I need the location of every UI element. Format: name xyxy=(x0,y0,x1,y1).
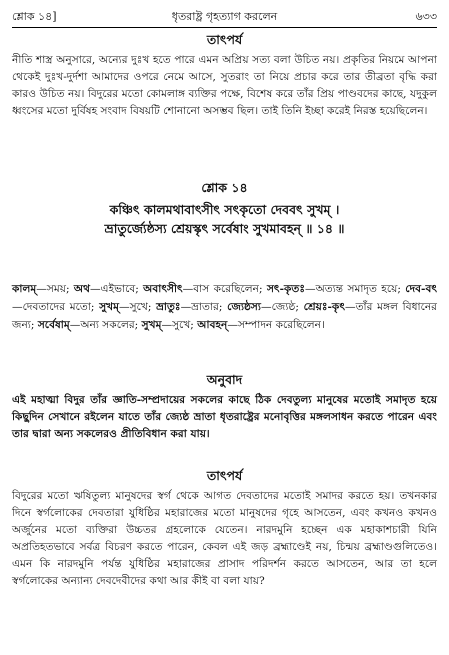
text-line: গ্রহলোকে যেতেন। নারদমুনি হচ্ছেন এক মহাকাশচারী যিনি অপ্রতিহতভাবে সর্বত্র xyxy=(12,524,438,553)
synonym-meaning: —সুখে; xyxy=(161,319,198,331)
synonym-word: সর্বেষাম্‌ xyxy=(37,319,70,331)
synonym-word: ভ্রাতুঃ xyxy=(156,301,181,313)
text-line: মানুষদের গৃহে আসতেন, এবং কখনও কখনও অর্জুনের মতো ব্যক্তিরা উচ্চতর xyxy=(12,507,437,536)
synonym-meaning: —অন্য সকলের; xyxy=(69,319,142,331)
verse-section xyxy=(12,180,437,238)
header-divider xyxy=(12,27,437,28)
translation-paragraph xyxy=(12,392,437,443)
synonym-meaning: —দেবতাদের মতো; xyxy=(12,301,100,313)
translation-title: অনুবাদ xyxy=(206,372,243,387)
purport-title: তাৎপর্য xyxy=(206,32,243,47)
synonym-meaning: —অত্যন্ত সমাদৃত হয়ে; xyxy=(305,283,406,295)
text-line: ধ্বংসের মতো দুর্বিষহ সংবাদ বিষয়টি শোনানো অসম্ভব ছিল। তাই তিনি ইচ্ছা xyxy=(12,105,324,117)
synonym-meaning: —সম্পাদন করেছিলেন। xyxy=(227,319,325,331)
text-line: তা নিয়ে প্রচার করে তার তীব্রতা বৃদ্ধি করা কারও উচিত নয়। বিদুরের মতো xyxy=(12,71,437,100)
header-verse-ref: শ্লোক ১৪] xyxy=(12,10,57,23)
synonym-meaning: —এইভাবে; xyxy=(89,283,144,295)
synonym-word: সৎ-কৃতঃ xyxy=(266,283,306,295)
synonym-word: সুখম্‌ xyxy=(141,319,162,331)
text-line: আর তা হলে স্বর্গলোকের অন্যান্য দেবদেবীদের কথা আর কীই বা বলা যায়? xyxy=(12,558,437,587)
text-line: করা যায়। xyxy=(170,428,210,440)
text-line: করতে হয়। তখনকার দিনে স্বর্গলোকের দেবতারা যুধিষ্ঠির মহারাজের মতো xyxy=(12,490,437,519)
page-header xyxy=(12,6,437,28)
synonym-meaning: —জ্যেষ্ঠ; xyxy=(261,301,304,313)
text-line: কোমলাঙ্গ ব্যক্তির পক্ষে, বিশেষ করে তাঁর প্রিয় পাণ্ডবদের কাছে, যদুকুল xyxy=(146,88,437,100)
verse-number: শ্লোক ১৪ xyxy=(201,180,248,195)
translation-section xyxy=(12,372,437,443)
text-line: মনোবৃত্তির মঙ্গলসাধন করতে পারেন এবং তার দ্বারা অন্য সকলেরও প্রীতিবিধান xyxy=(12,411,437,440)
synonym-meaning: —সুখে; xyxy=(119,301,157,313)
synonym-meaning: —সময়; xyxy=(36,283,74,295)
text-line: বিদুরের মতো ঋষিতুল্য মানুষদের স্বর্গ থেকে আগত দেবতাদের মতোই সমাদর xyxy=(12,490,343,502)
verse-line-2: ভ্রাতুর্জ্যেষ্ঠস্য শ্রেয়স্কৃৎ সর্বেষাং সুখমাবহন্‌ ॥ ১৪ ॥ xyxy=(104,221,345,236)
synonym-word: শ্রেয়ঃ-কৃৎ xyxy=(303,301,345,313)
text-line: মতোই সমাদৃত হয়ে কিছুদিন সেখানে রইলেন যাতে তাঁর জ্যেষ্ঠ ভ্রাতা ধৃতরাষ্ট্রের xyxy=(12,394,437,423)
verse-line-1: কঞ্চিৎ কালমথাবাৎসীৎ সৎকৃতো দেববৎ সুখম্‌ । xyxy=(109,202,340,217)
purport-section-2 xyxy=(12,468,437,590)
synonym-word: সুখম্‌ xyxy=(99,301,120,313)
text-line: এমন কি নারদমুনি পর্যন্ত যুধিষ্ঠির মহারাজের প্রাসাদ পরিদর্শন করতে আসতেন, xyxy=(12,558,368,570)
text-line: প্রকৃতির নিয়মে আপনা থেকেই দুঃখ-দুর্দশা আমাদের ওপরে নেমে আসে, সুতরাং xyxy=(12,54,438,83)
synonym-word: অবাৎসীৎ xyxy=(143,283,183,295)
synonym-word: দেব-বৎ xyxy=(405,283,437,295)
text-line: বিচরণ করতে পারেন, কেবল এই জড় ব্রহ্মাণ্ডেই নয়, চিন্ময় ব্রহ্মাণ্ডগুলিতেও। xyxy=(105,541,437,553)
text-line: করেই নিরস্ত হয়েছিলেন। xyxy=(327,105,428,117)
synonym-meaning: —তাঁর মঙ্গল বিধানের জন্য; xyxy=(12,301,438,331)
text-line: এই মহাত্মা বিদুর তাঁর জ্ঞাতি-সম্প্রদায়ের সকলের কাছে ঠিক দেবতুল্য মানুষের xyxy=(12,394,349,406)
text-line: নীতি শাস্ত্র অনুসারে, অন্যের দুঃখ হতে পারে এমন অপ্রিয় সত্য বলা উচিত নয়। xyxy=(12,54,340,66)
synonyms-section xyxy=(12,280,437,334)
synonym-word: অথ xyxy=(73,283,90,295)
purport-section-1 xyxy=(12,32,437,120)
header-page-number: ৬৩৩ xyxy=(415,10,437,23)
synonym-word: কালম্‌ xyxy=(12,283,37,295)
header-chapter-title: ধৃতরাষ্ট্র গৃহত্যাগ করলেন xyxy=(171,10,278,23)
synonym-meaning: —বাস করেছিলেন; xyxy=(182,283,267,295)
synonym-word: জ্যেষ্ঠস্য xyxy=(227,301,261,313)
synonym-word: আবহন্‌ xyxy=(197,319,228,331)
purport-title: তাৎপর্য xyxy=(206,468,243,483)
purport-paragraph xyxy=(12,488,437,590)
synonyms-paragraph xyxy=(12,280,437,334)
synonym-meaning: —ভ্রাতার; xyxy=(180,301,228,313)
purport-paragraph xyxy=(12,52,437,120)
